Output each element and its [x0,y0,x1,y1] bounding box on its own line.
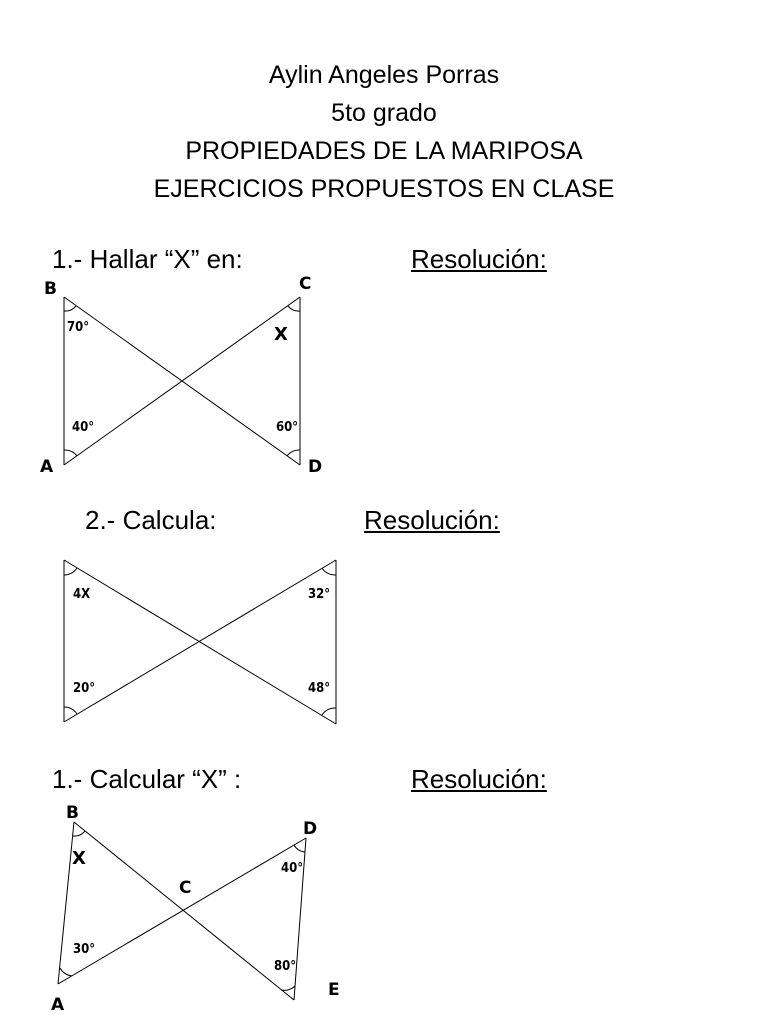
ex3-diagonal-be [74,822,297,1000]
ex1-vertex-d: D [308,457,323,477]
ex2-angle-48: 48° [308,681,331,696]
exercise3-resolution-label: Resolución: [411,764,547,794]
ex1-angle-70: 70° [67,320,90,335]
exercise2-resolution-label: Resolución: [364,505,500,535]
ex1-vertex-a: A [40,457,54,477]
exercise2-question: 2.- Calcula: [85,505,217,535]
exercise1-resolution-label: Resolución: [411,244,547,274]
ex3-vertex-a: A [51,995,65,1015]
student-name: Aylin Angeles Porras [268,61,500,89]
ex3-diagonal-ad [58,838,306,984]
ex1-vertex-c: C [299,274,312,294]
ex2-angle-20: 20° [73,681,96,696]
ex3-vertex-d: D [303,819,318,839]
ex2-angle-4x: 4X [73,587,91,602]
ex3-vertex-b: B [66,803,79,823]
grade: 5to grado [331,99,437,127]
ex3-vertex-e: E [328,980,340,1000]
ex3-angle-x: X [72,848,86,869]
exercise1-question: 1.- Hallar “X” en: [52,244,243,274]
worksheet-subtitle: EJERCICIOS PROPUESTOS EN CLASE [153,175,615,203]
ex3-angle-30: 30° [73,942,96,957]
ex3-angle-mark-e [281,986,295,990]
ex3-angle-40: 40° [281,861,304,876]
ex3-side-ab [58,822,74,984]
ex3-angle-mark-a [60,968,72,976]
ex1-vertex-b: B [44,279,57,299]
ex2-angle-32: 32° [308,587,331,602]
ex1-angle-x: X [274,324,288,345]
ex3-angle-mark-b [73,831,85,836]
ex3-vertex-c: C [179,878,192,898]
ex3-angle-80: 80° [274,959,297,974]
ex1-angle-40: 40° [72,420,95,435]
exercise3-question: 1.- Calcular “X” : [52,764,242,794]
worksheet-title: PROPIEDADES DE LA MARIPOSA [185,137,583,165]
ex3-angle-mark-d [294,845,305,852]
ex1-angle-60: 60° [276,420,299,435]
